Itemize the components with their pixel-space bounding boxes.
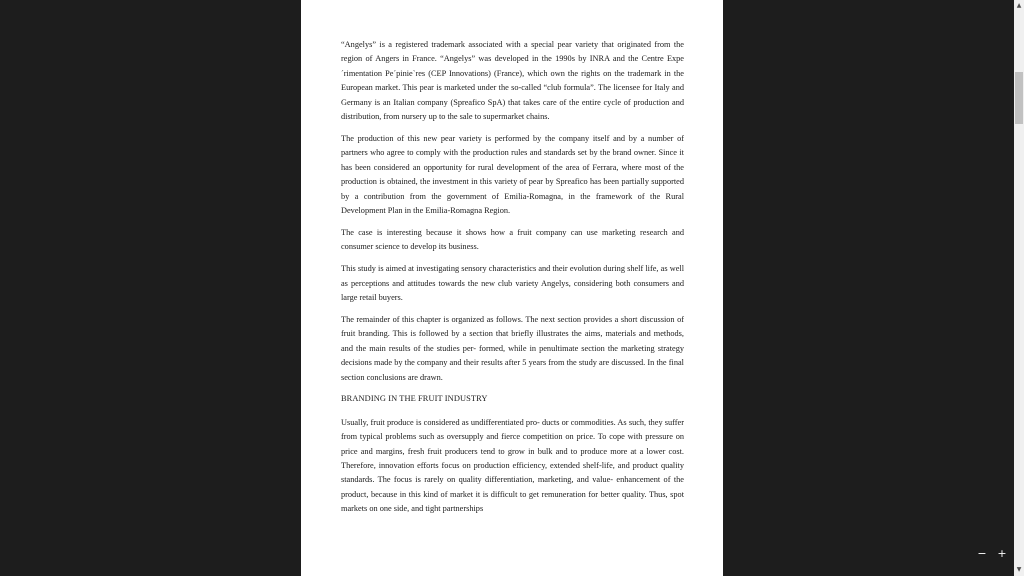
page-content xyxy=(341,38,684,524)
section-paragraph: Usually, fruit produce is considered as undifferentiated pro- ducts or commodities. As such, they suffer from typical problems such as oversupply and fierce competition on price. To cope with pressure on price and margins, fresh fruit producers tend to grow in bulk and to produce more at a lower cost. Therefore, innovation efforts focus on production efficiency, extended shelf-life, and product quality standards. The focus is rarely on quality differentiation, marketing, and value- enhancement of the product, because in this kind of market it is difficult to get remuneration for better quality. Thus, spot markets on one side, and tight partnerships xyxy=(341,417,684,514)
paragraph-1: “Angelys” is a registered trademark associated with a special pear variety that originated from the region of Angers in France. “Angelys” was developed in the 1990s by INRA and the Centre Expe´rimentation Pe´pinie`res (CEP Innovations) (France), which own the rights on the trademark in the European market. This pear is marketed under the so-called “club formula”. The licensee for Italy and Germany is an Italian company (Spreafico SpA) that takes care of the entire cycle of production and distribution, from nursery up to the sale to supermarket chains. xyxy=(341,40,684,122)
zoom-out-button[interactable]: − xyxy=(977,547,987,560)
paragraph-4: This study is aimed at investigating sensory characteristics and their evolution during shelf life, as well as perceptions and attitudes towards the new club variety Angelys, considering both consumers and large retail buyers. xyxy=(341,264,684,302)
scroll-thumb[interactable] xyxy=(1015,72,1023,124)
document-page xyxy=(301,0,723,576)
zoom-in-button[interactable]: + xyxy=(997,547,1007,560)
vertical-scrollbar[interactable] xyxy=(1014,0,1024,576)
paragraph-2: The production of this new pear variety is performed by the company itself and by a number of partners who agree to comply with the production rules and standards set by the brand owner. Since it has been considered an opportunity for rural development of the area of Ferrara, where most of the production is obtained, the investment in this variety of pear by Spreafico has been partially supported by a contribution from the government of Emilia-Romagna, in the framework of the Rural Development Plan in the Emilia-Romagna Region. xyxy=(341,133,684,215)
scroll-down-arrow-icon[interactable]: ▼ xyxy=(1016,566,1022,573)
paragraph-5: The remainder of this chapter is organized as follows. The next section provides a short discussion of fruit branding. This is followed by a section that briefly illustrates the aims, materials and methods, and the main results of the studies per- formed, while in penultimate section the marketing strategy decisions made by the company and their results after 5 years from the study are discussed. In the final section conclusions are drawn. xyxy=(341,314,684,382)
paragraph-3: The case is interesting because it shows how a fruit company can use marketing research and consumer science to develop its business. xyxy=(341,227,684,252)
scroll-up-arrow-icon[interactable]: ▲ xyxy=(1016,2,1022,9)
section-heading: BRANDING IN THE FRUIT INDUSTRY xyxy=(341,394,488,404)
